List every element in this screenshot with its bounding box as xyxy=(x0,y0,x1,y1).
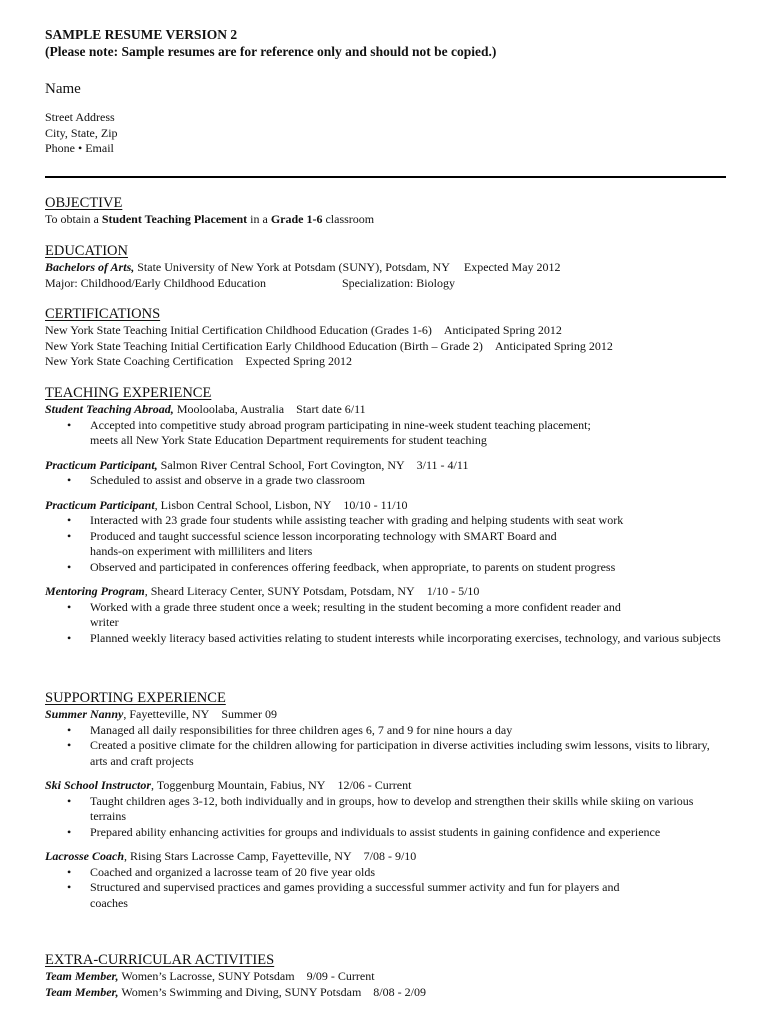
bullet-text: Accepted into competitive study abroad program participating in nine-week student teaching placement; meets all New York State Education Department requirements for student teaching xyxy=(90,417,591,447)
bullet-icon: • xyxy=(67,417,72,432)
bullet-icon: • xyxy=(67,864,72,879)
bullet-text: Created a positive climate for the children allowing for participation in diverse activities including swim lessons, visits to library, arts and craft projects xyxy=(90,738,710,768)
position-date: 7/08 - 9/10 xyxy=(363,849,417,863)
position-place: , Fayetteville, NY xyxy=(123,707,210,721)
objective-text xyxy=(45,212,735,228)
position-role: Ski School Instructor xyxy=(45,778,152,792)
objective-section xyxy=(45,195,735,228)
position-date: Start date 6/11 xyxy=(296,402,366,416)
bullet-icon: • xyxy=(67,824,72,839)
bullet-icon: • xyxy=(67,473,72,487)
activity-date: 9/09 - Current xyxy=(306,969,375,983)
expected-date: Expected May 2012 xyxy=(463,260,561,274)
objective-post: classroom xyxy=(322,212,375,226)
bullet-item xyxy=(45,738,715,769)
certification-text: New York State Coaching Certification xyxy=(45,354,234,368)
objective-mid: in a xyxy=(247,212,271,226)
section-title-objective: OBJECTIVE xyxy=(45,195,123,211)
header-divider xyxy=(45,176,726,178)
bullet-text: Worked with a grade three student once a week; resulting in the student becoming a more confident reader and writer xyxy=(90,599,621,629)
teaching-position xyxy=(45,402,735,449)
degree: Bachelors of Arts, xyxy=(45,260,135,274)
position-place: , Sheard Literacy Center, SUNY Potsdam, Potsdam, NY xyxy=(144,584,415,598)
section-title-supporting: SUPPORTING EXPERIENCE xyxy=(45,690,226,706)
bullet-item xyxy=(45,631,730,647)
phone-email: Phone • Email xyxy=(45,141,114,155)
position-place: , Toggenburg Mountain, Fabius, NY xyxy=(151,778,326,792)
bullet-icon: • xyxy=(67,513,72,527)
certification-item xyxy=(45,354,735,370)
position-place: , Rising Stars Lacrosse Camp, Fayetteville, NY xyxy=(124,849,352,863)
activity-role: Team Member, xyxy=(45,984,119,999)
activity-role: Team Member, xyxy=(45,969,119,983)
bullet-item xyxy=(45,600,650,631)
position-role: Student Teaching Abroad, xyxy=(45,402,174,416)
position-date: 10/10 - 11/10 xyxy=(343,497,408,512)
resume-header xyxy=(45,26,730,157)
certification-text: New York State Teaching Initial Certification Early Childhood Education (Birth – Grade 2) xyxy=(45,338,483,353)
supporting-position xyxy=(45,707,735,769)
objective-pre: To obtain a xyxy=(45,212,102,226)
teaching-position xyxy=(45,498,735,576)
bullet-text: Interacted with 23 grade four students while assisting teacher with grading and helping students with seat work xyxy=(90,513,624,527)
section-title-certifications: CERTIFICATIONS xyxy=(45,306,161,322)
position-header xyxy=(45,778,735,794)
position-header xyxy=(45,402,735,418)
position-bullets xyxy=(45,418,735,449)
bullet-icon: • xyxy=(67,528,72,543)
bullet-icon: • xyxy=(67,630,72,645)
position-header xyxy=(45,458,735,474)
bullet-item xyxy=(45,794,730,825)
bullet-text: Prepared ability enhancing activities for groups and individuals to assist students in gaining confidence and experience xyxy=(90,824,661,839)
position-bullets xyxy=(45,513,735,575)
school: State University of New York at Potsdam (SUNY), Potsdam, NY xyxy=(134,260,450,274)
bullet-icon: • xyxy=(67,559,72,574)
position-place: , Lisbon Central School, Lisbon, NY xyxy=(154,497,332,512)
section-title-extracurricular: EXTRA-CURRICULAR ACTIVITIES xyxy=(45,952,275,968)
activity-item xyxy=(45,969,735,985)
bullet-item xyxy=(45,529,570,560)
teaching-section xyxy=(45,385,735,646)
bullet-text: Produced and taught successful science lesson incorporating technology with SMART Board and hands-on experiment with milliliters and liters xyxy=(90,528,557,558)
position-role: Practicum Participant, xyxy=(45,457,158,472)
activity-place: Women’s Swimming and Diving, SUNY Potsdam xyxy=(118,984,362,999)
activity-date: 8/08 - 2/09 xyxy=(373,984,426,999)
position-bullets xyxy=(45,723,735,770)
position-bullets xyxy=(45,473,735,489)
applicant-name: Name xyxy=(45,81,81,97)
certification-date: Expected Spring 2012 xyxy=(245,354,352,368)
activity-place: Women’s Lacrosse, SUNY Potsdam xyxy=(118,969,295,983)
supporting-position xyxy=(45,778,735,840)
position-date: 3/11 - 4/11 xyxy=(416,457,469,472)
education-degree-line xyxy=(45,260,735,276)
supporting-position xyxy=(45,849,735,911)
position-place: Salmon River Central School, Fort Covington, NY xyxy=(157,457,405,472)
position-date: 12/06 - Current xyxy=(337,778,412,792)
position-date: 1/10 - 5/10 xyxy=(426,584,480,598)
extracurricular-section xyxy=(45,952,735,1000)
document-title: SAMPLE RESUME VERSION 2 xyxy=(45,27,238,42)
certifications-section xyxy=(45,306,735,370)
position-header xyxy=(45,707,735,723)
position-place: Mooloolaba, Australia xyxy=(173,402,285,416)
position-header xyxy=(45,498,735,514)
bullet-text: Scheduled to assist and observe in a grade two classroom xyxy=(90,473,365,487)
section-title-teaching: TEACHING EXPERIENCE xyxy=(45,385,212,401)
position-bullets xyxy=(45,600,735,647)
certification-item xyxy=(45,339,735,355)
contact-block xyxy=(45,110,730,157)
document-note: (Please note: Sample resumes are for reference only and should not be copied.) xyxy=(45,44,497,59)
bullet-icon: • xyxy=(67,880,72,894)
street-address: Street Address xyxy=(45,110,115,124)
bullet-item xyxy=(45,880,660,911)
bullet-text: Taught children ages 3-12, both individually and in groups, how to develop and strengthen their skills while skiing on various terrains xyxy=(90,793,694,823)
bullet-text: Planned weekly literacy based activities relating to student interests while incorporating exercises, technology, and various subjects xyxy=(90,630,721,645)
bullet-text: Structured and supervised practices and games providing a successful summer activity and fun for players and coaches xyxy=(90,880,620,910)
certification-text: New York State Teaching Initial Certification Childhood Education (Grades 1-6) xyxy=(45,323,432,337)
objective-bold-2: Grade 1-6 xyxy=(270,212,323,226)
bullet-item xyxy=(45,513,735,529)
certification-date: Anticipated Spring 2012 xyxy=(443,323,562,337)
bullet-item xyxy=(45,473,735,489)
supporting-section xyxy=(45,690,735,911)
bullet-text: Coached and organized a lacrosse team of 20 five year olds xyxy=(90,864,375,879)
bullet-icon: • xyxy=(67,722,72,737)
certification-date: Anticipated Spring 2012 xyxy=(494,338,613,353)
bullet-item xyxy=(45,723,735,739)
bullet-icon: • xyxy=(67,738,72,752)
certification-item xyxy=(45,323,735,339)
education-major-line xyxy=(45,276,735,292)
specialization: Specialization: Biology xyxy=(341,275,455,290)
position-header xyxy=(45,584,735,600)
position-bullets xyxy=(45,865,735,912)
position-role: Practicum Participant xyxy=(45,497,155,512)
position-role: Summer Nanny xyxy=(45,707,124,721)
teaching-position xyxy=(45,584,735,646)
bullet-text: Observed and participated in conferences offering feedback, when appropriate, to parents on student progress xyxy=(90,559,616,574)
position-bullets xyxy=(45,794,735,841)
bullet-icon: • xyxy=(67,599,72,614)
bullet-item xyxy=(45,560,735,576)
major: Major: Childhood/Early Childhood Education xyxy=(45,275,266,290)
city-state-zip: City, State, Zip xyxy=(45,125,118,140)
position-date: Summer 09 xyxy=(221,707,278,721)
position-header xyxy=(45,849,735,865)
bullet-item xyxy=(45,418,610,449)
bullet-item xyxy=(45,825,720,841)
bullet-text: Managed all daily responsibilities for three children ages 6, 7 and 9 for nine hours a day xyxy=(90,722,513,737)
section-title-education: EDUCATION xyxy=(45,243,128,259)
objective-bold-1: Student Teaching Placement xyxy=(101,212,248,226)
bullet-icon: • xyxy=(67,793,72,808)
bullet-item xyxy=(45,865,735,881)
education-section xyxy=(45,243,735,291)
position-role: Mentoring Program xyxy=(45,584,145,598)
teaching-position xyxy=(45,458,735,489)
position-role: Lacrosse Coach xyxy=(45,849,124,863)
activity-item xyxy=(45,985,735,1001)
